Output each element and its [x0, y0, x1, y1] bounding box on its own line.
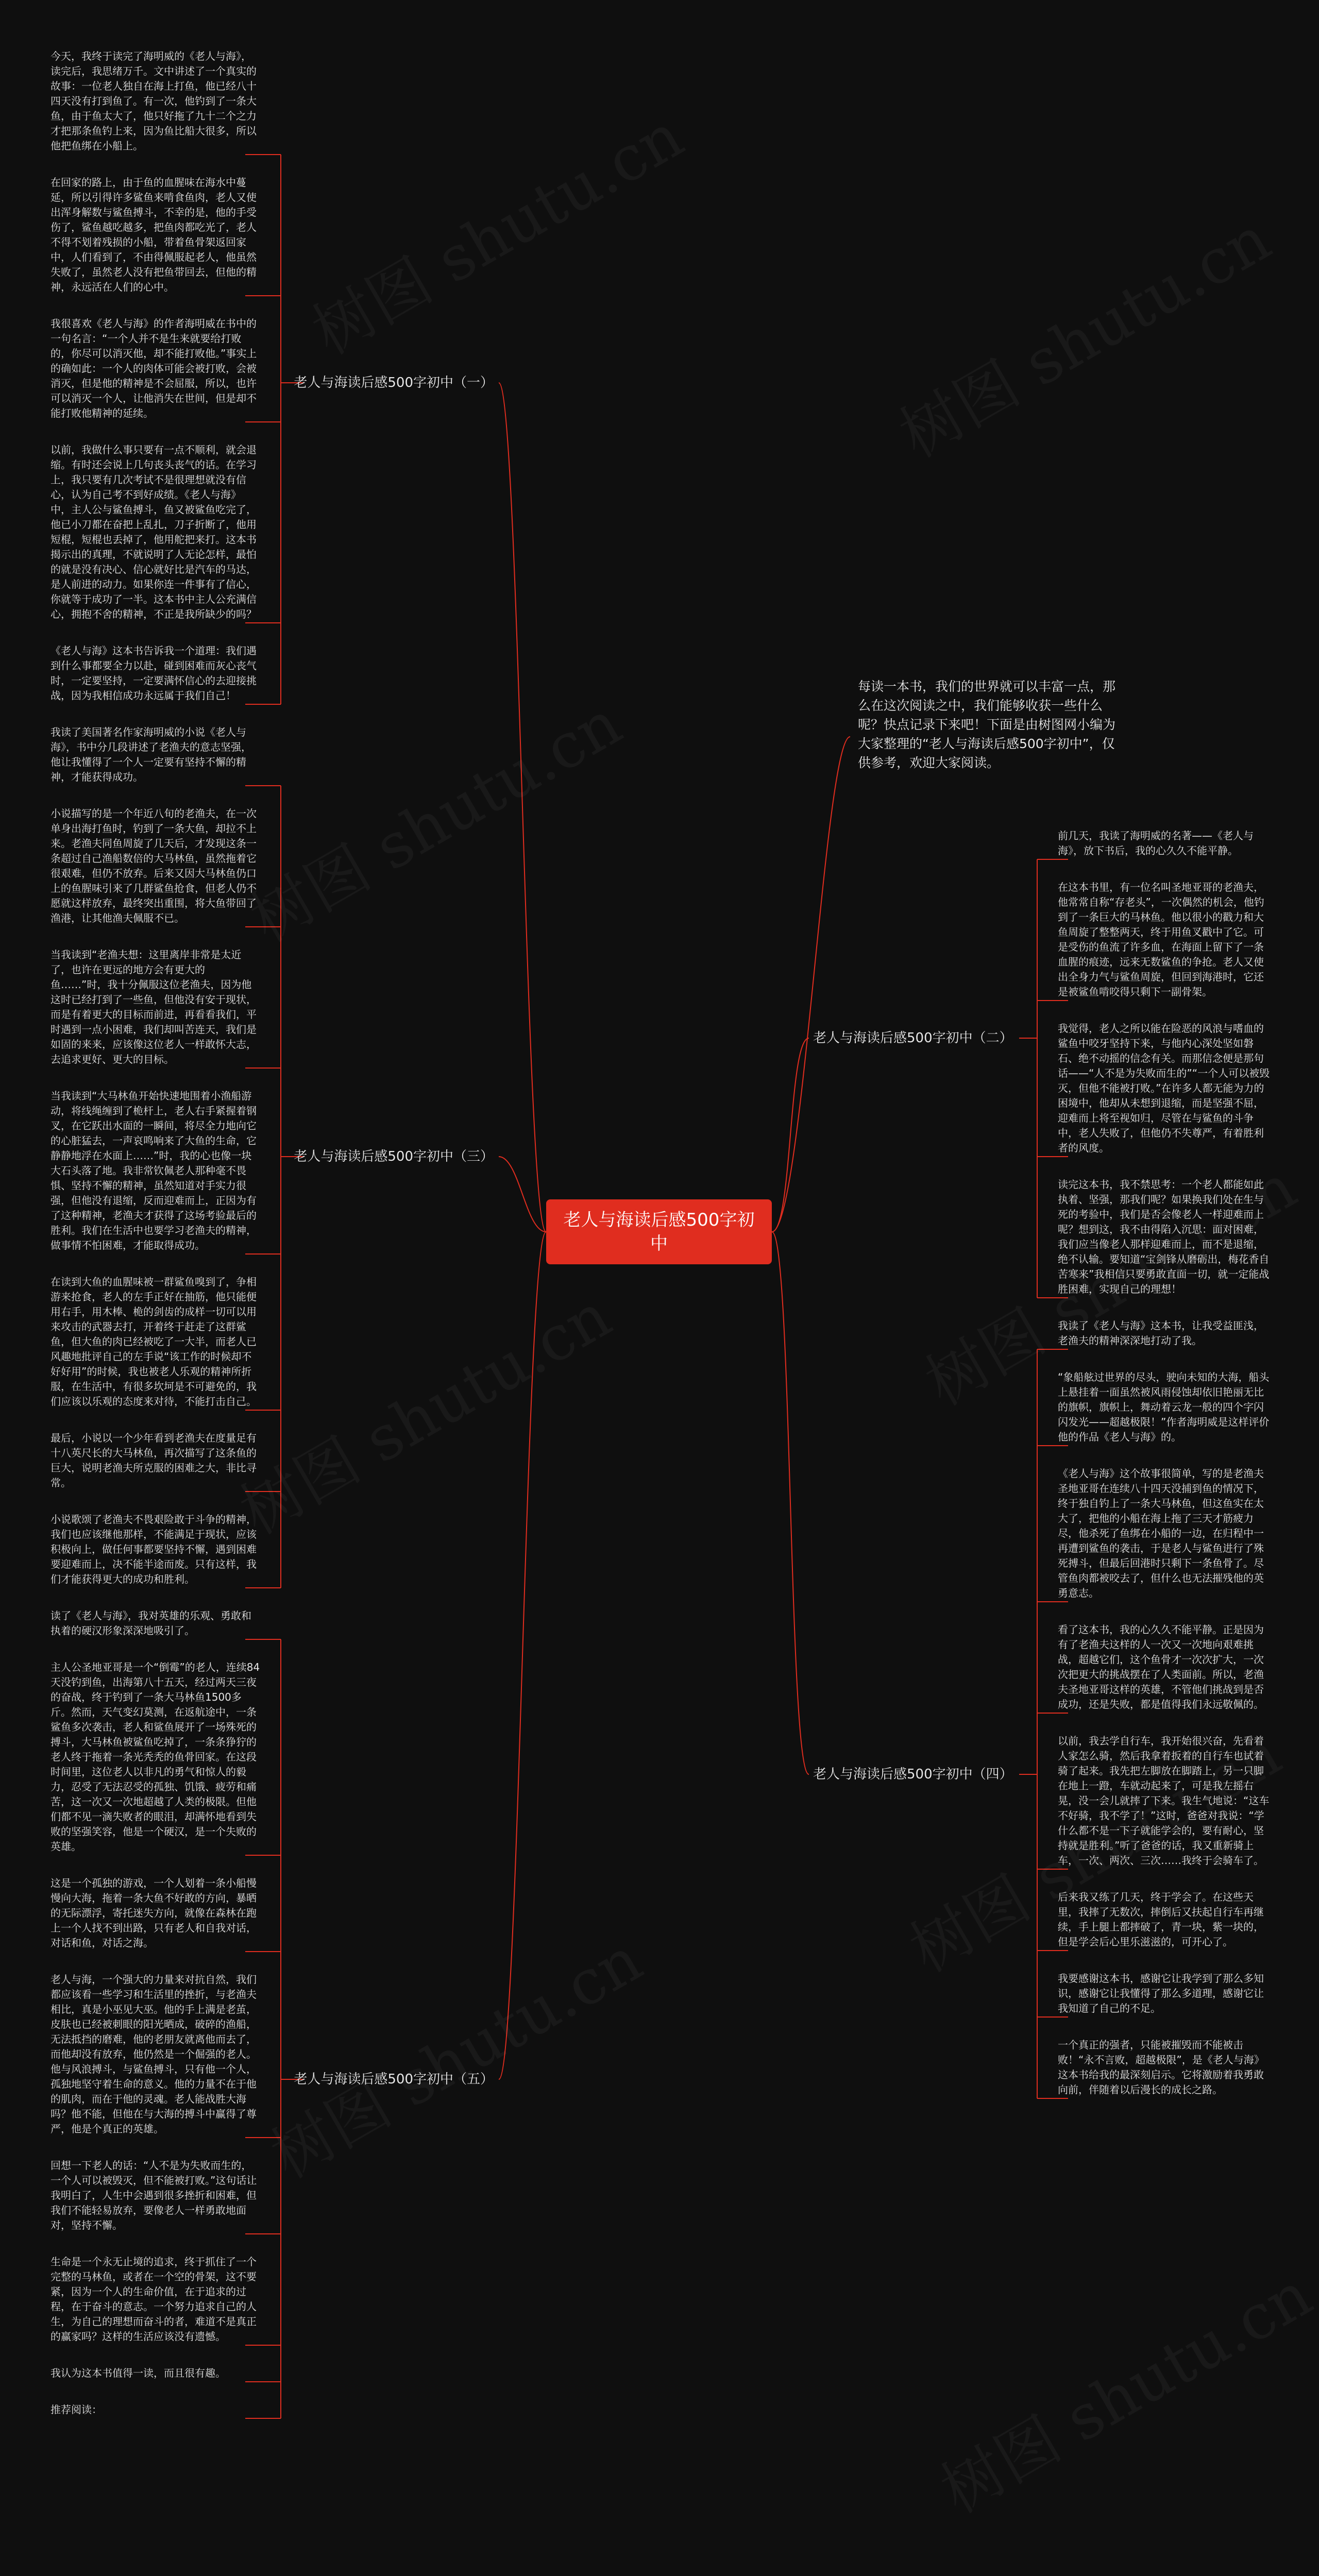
- leaf-paragraph: 主人公圣地亚哥是一个“倒霉”的老人，连续84天没钓到鱼，出海第八十五天，经过两天三夜的奋战，终于钓到了一条大马林鱼1500多斤。然而，天气变幻莫测，在返航途中，一条鲨鱼多次袭击，老人和鲨鱼展开了一场殊死的搏斗，大马林鱼被鲨鱼吃掉了，一条条狰狞的老人终于拖着一条光秃秃的鱼骨回家。在这段时间里，这位老人以非凡的勇气和惊人的毅力，忍受了无法忍受的孤独、饥饿、疲劳和痛苦，这一次又一次地超越了人类的极限。但他们都不见一滴失败者的眼泪，却满怀地看到失败的坚强笑容，他是一个硬汉，是一个失败的英雄。: [50, 1661, 260, 1853]
- leaf-paragraph: 推荐阅读：: [50, 2403, 102, 2416]
- leaf-paragraph: 当我读到“大马林鱼开始快速地围着小渔船游动，将线绳缠到了桅杆上，老人右手紧握着钢叉，在它跃出水面的一瞬间，将尽全力地向它的心脏猛去，一声哀鸣响来了大鱼的生命，它静静地浮在水面上……”时，我的心也像一块大石头落了地。我非常钦佩老人那种毫不畏惧、坚持不懈的精神，虽然知道对手实力很强，但他没有退缩，反而迎难而上，正因为有了这种精神，老渔夫才获得了这场考验最后的胜利。我们在生活中也要学习老渔夫的精神，做事情不怕困难，才能取得成功。: [50, 1090, 257, 1251]
- leaf-paragraph: 后来我又练了几天，终于学会了。在这些天里，我摔了无数次，摔倒后又扶起自行车再继续，手上腿上都摔破了，青一块，紫一块的，但是学会后心里乐滋滋的，可开心了。: [1058, 1891, 1264, 1948]
- connector-line: [499, 1232, 546, 2079]
- connector-line: [772, 1232, 809, 1774]
- leaf-paragraph: 小说描写的是一个年近八旬的老渔夫，在一次单身出海打鱼时，钓到了一条大鱼，却拉不上来。老渔夫同鱼周旋了几天后，才发现这条一条超过自己渔船数倍的大马林鱼，虽然拖着它很艰难，但仍不放弃。后来又因大马林鱼仍口上的鱼腥味引来了几群鲨鱼抢食，但老人仍不愿就这样放弃，最终突出重围，将大鱼带回了渔港，让其他渔夫佩服不已。: [50, 807, 257, 924]
- branch-label-5[interactable]: 老人与海读后感500字初中（五）: [294, 2072, 494, 2087]
- leaf-paragraph: 我读了美国著名作家海明威的小说《老人与海》，书中分几段讲述了老渔夫的意志坚强，他让我懂得了一个人一定要有坚持不懈的精神，才能获得成功。: [50, 726, 251, 783]
- connector-line: [772, 1038, 809, 1232]
- leaf-paragraph: 读了《老人与海》，我对英雄的乐观、勇敢和执着的硬汉形象深深地吸引了。: [50, 1609, 251, 1637]
- connector-line: [772, 737, 850, 1232]
- connector-line: [499, 383, 546, 1232]
- leaf-paragraph: 前几天，我读了海明威的名著——《老人与海》，放下书后，我的心久久不能平静。: [1058, 829, 1254, 857]
- leaf-paragraph: “象船舷过世界的尽头，驶向未知的大海，船头上悬挂着一面虽然被风雨侵蚀却依旧艳丽无比的旗帜，旗帜上，舞动着云龙一般的四个字闪闪发光——超越极限！”作者海明威是这样评价他的作品《老人与海》的。: [1058, 1371, 1270, 1443]
- branch-label-4[interactable]: 老人与海读后感500字初中（四）: [813, 1767, 1013, 1782]
- leaf-paragraph: 一个真正的强者，只能被摧毁而不能被击败！“永不言败，超越极限”，是《老人与海》这本书给我的最深刻启示。它将激励着我勇敢向前，伴随着以后漫长的成长之路。: [1058, 2039, 1264, 2096]
- root-node[interactable]: 老人与海读后感500字初中: [546, 1199, 772, 1264]
- leaf-paragraph: 小说歌颂了老渔夫不畏艰险敢于斗争的精神，我们也应该继他那样，不能满足于现状，应该积极向上，做任何事都要坚持不懈，遇到困难要迎难而上，决不能半途而废。只有这样，我们才能获得更大的成功和胜利。: [50, 1513, 257, 1585]
- leaf-paragraph: 以前，我去学自行车，我开始很兴奋，先看着人家怎么骑，然后我拿着扳着的自行车也试着骑了起来。我先把左脚放在脚踏上，另一只脚在地上一蹬，车就动起来了，可是我左摇右晃，没一会儿就摔了下来。我生气地说：“这车不好骑，我不学了！”这时，爸爸对我说：“学什么都不是一下子就能学会的，要有耐心，坚持就是胜利。”听了爸爸的话，我又重新骑上车，一次、两次、三次……我终于会骑车了。: [1058, 1735, 1270, 1867]
- leaf-paragraph: 在回家的路上，由于鱼的血腥味在海水中蔓延，所以引得许多鲨鱼来啃食鱼肉，老人又使出浑身解数与鲨鱼搏斗，不幸的是，他的手受伤了，鲨鱼越吃越多，把鱼肉都吃光了，老人不得不划着残损的小船，带着鱼骨架返回家中，人们看到了，不由得佩服起老人，他虽然失败了，虽然老人没有把鱼带回去，但他的精神，永远活在人们的心中。: [50, 176, 257, 293]
- leaf-paragraph: 回想一下老人的话：“人不是为失败而生的，一个人可以被毁灭，但不能被打败。”这句话让我明白了，人生中会遇到很多挫折和困难，但我们不能轻易放弃，要像老人一样勇敢地面对，坚持不懈。: [50, 2159, 257, 2231]
- leaf-paragraph: 看了这本书，我的心久久不能平静。正是因为有了老渔夫这样的人一次又一次地向艰难挑战，超越它们，这个鱼骨才一次次扩大，一次次把更大的挑战摆在了人类面前。所以，老渔夫圣地亚哥这样的英雄，不管他们挑战到是否成功，还是失败，都是值得我们永远敬佩的。: [1058, 1623, 1264, 1710]
- leaf-paragraph: 《老人与海》这个故事很简单，写的是老渔夫圣地亚哥在连续八十四天没捕到鱼的情况下，终于独自钓上了一条大马林鱼，但这鱼实在太大了，把他的小船在海上拖了三天才筋疲力尽，他杀死了鱼绑在小船的一边，在归程中一再遭到鲨鱼的袭击，于是老人与鲨鱼进行了殊死搏斗，但最后回港时只剩下一条鱼骨了。尽管鱼肉都被咬去了，但什么也无法摧残他的英勇意志。: [1058, 1467, 1264, 1599]
- leaf-paragraph: 最后，小说以一个少年看到老渔夫在度量足有十八英尺长的大马林鱼，再次描写了这条鱼的巨大，说明老渔夫所克服的困难之大，非比寻常。: [50, 1432, 257, 1489]
- branch-label-1[interactable]: 老人与海读后感500字初中（一）: [294, 375, 494, 391]
- leaf-paragraph: 《老人与海》这本书告诉我一个道理：我们遇到什么事都要全力以赴，碰到困难而灰心丧气时，一定要坚持，一定要满怀信心的去迎接挑战，因为我相信成功永远属于我们自己！: [50, 645, 257, 702]
- leaf-paragraph: 这是一个孤独的游戏，一个人划着一条小船慢慢向大海，拖着一条大鱼不好敢的方向，暴晒的无际漂浮，寄托迷失方向，就像在森林在跑上一个人找不到出路，只有老人和自我对话，对话和鱼，对话之海。: [50, 1877, 257, 1949]
- leaf-paragraph: 我觉得，老人之所以能在险恶的风浪与嗜血的鲨鱼中咬牙坚持下来，与他内心深处坚如磐石、绝不动摇的信念有关。而那信念便是那句话——“人不是为失败而生的”“一个人可以被毁灭，但他不能被打败。”在许多人都无能为力的困境中，他却从未想到退缩，而是坚强不屈，迎难而上将至视如归，尽管在与鲨鱼的斗争中，老人失败了，但他仍不失尊严，有着胜利者的风度。: [1058, 1022, 1270, 1154]
- leaf-paragraph: 我读了《老人与海》这本书，让我受益匪浅，老渔夫的精神深深地打动了我。: [1058, 1319, 1264, 1347]
- leaf-paragraph: 我要感谢这本书，感谢它让我学到了那么多知识，感谢它让我懂得了那么多道理，感谢它让我知道了自己的不足。: [1058, 1972, 1264, 2014]
- branch-label-2[interactable]: 老人与海读后感500字初中（二）: [813, 1030, 1013, 1046]
- leaf-paragraph: 我很喜欢《老人与海》的作者海明威在书中的一句名言：“一个人并不是生来就要给打败的，你尽可以消灭他，却不能打败他。”事实上的确如此：一个人的肉体可能会被打败，会被消灭，但是他的精神是不会屈服，所以，也许可以消灭一个人，让他消失在世间，但是却不能打败他精神的延续。: [50, 317, 257, 419]
- leaf-paragraph: 读完这本书，我不禁思考：一个老人都能如此执着、坚强，那我们呢？如果换我们处在生与死的考验中，我们是否会像老人一样迎难而上呢？想到这，我不由得陷入沉思：面对困难，我们应当像老人那样迎难而上，而不是退缩，绝不认输。要知道“宝剑锋从磨砺出，梅花香自苦寒来”我相信只要勇敢直面一切，就一定能战胜困难，实现自己的理想！: [1058, 1178, 1270, 1295]
- leaf-paragraph: 以前，我做什么事只要有一点不顺利，就会退缩。有时还会说上几句丧头丧气的话。在学习上，我只要有几次考试不是很理想就没有信心，认为自己考不到好成绩。《老人与海》中，主人公与鲨鱼搏斗，鱼又被鲨鱼吃完了，他已小刀都在奋把上乱扎，刀子折断了，他用短棍，短棍也丢掉了，他用舵把来打。这本书揭示出的真理，不就说明了人无论怎样，最怕的就是没有决心、信心就好比是汽车的马达，是人前进的动力。如果你连一件事有了信心，你就等于成功了一半。这本书中主人公充满信心，拥抱不舍的精神，不正是我所缺少的吗？: [50, 444, 257, 620]
- leaf-paragraph: 我认为这本书值得一读，而且很有趣。: [50, 2367, 226, 2379]
- leaf-paragraph: 在这本书里，有一位名叫圣地亚哥的老渔夫，他常常自称“存老头”，一次偶然的机会，他钓到了一条巨大的马林鱼。他以很小的戳力和大鱼周旋了整整两天，终于用鱼叉戳中了它。可是受伤的鱼流了许多血，在海面上留下了一条血腥的痕迹，远来无数鲨鱼的争抢。老人又使出全身力气与鲨鱼周旋，但回到海港时，它还是被鲨鱼啃咬得只剩下一副骨架。: [1058, 881, 1264, 998]
- leaf-paragraph: 老人与海，一个强大的力量来对抗自然，我们都应该看一些学习和生活里的挫折，与老渔夫相比，真是小巫见大巫。他的手上满是老茧，皮肤也已经被刺眼的阳光晒成，破碎的渔船，无法抵挡的磨难，他的老朋友就离他而去了，而他却没有放弃，他仍然是一个倔强的老人。他与风浪搏斗，与鲨鱼搏斗，只有他一个人，孤独地坚守着生命的意义。他的力量不在于他的肌肉，而在于他的灵魂。老人能战胜大海吗？他不能，但他在与大海的搏斗中赢得了尊严，他是个真正的英雄。: [50, 1973, 257, 2135]
- leaf-paragraph: 今天，我终于读完了海明威的《老人与海》，读完后，我思绪万千。文中讲述了一个真实的故事：一位老人独自在海上打鱼，他已经八十四天没有打到鱼了。有一次，他钓到了一条大鱼，由于鱼太大了，他只好拖了九十二个之力才把那条鱼钓上来，因为鱼比船大很多，所以他把鱼绑在小船上。: [50, 50, 257, 152]
- summary-text: 每读一本书，我们的世界就可以丰富一点，那么在这次阅读之中，我们能够收获一些什么呢？快点记录下来吧！下面是由树图网小编为大家整理的“老人与海读后感500字初中”，仅供参考，欢迎大家阅读。: [858, 679, 1116, 770]
- branch-label-3[interactable]: 老人与海读后感500字初中（三）: [294, 1149, 494, 1164]
- leaf-paragraph: 在读到大鱼的血腥味被一群鲨鱼嗅到了，争相游来抢食，老人的左手正好在抽筋，他只能便用右手，用木棒、桅的剑齿的成样一切可以用来攻击的武器去打，开着终于赶走了这群鲨鱼，但大鱼的肉已经被吃了一大半，而老人已风趣地批评自己的左手说“该工作的时候却不好好用”的时候，我也被老人乐观的精神所折服，在生活中，有很多坎坷是不可避免的，我们应该以乐观的态度来对待，不能打击自己。: [50, 1276, 257, 1408]
- leaf-paragraph: 当我读到“老渔夫想：这里离岸非常是太近了，也许在更远的地方会有更大的鱼……”时，我十分佩服这位老渔夫，因为他这时已经打到了一些鱼，但他没有安于现状，而是有着更大的目标而前进，再看看我们，平时遇到一点小困难，我们却叫苦连天，我们是如固的来来，应该像这位老人一样敢怀大志，去追求更好、更大的目标。: [50, 948, 257, 1065]
- leaf-paragraph: 生命是一个永无止境的追求，终于抓住了一个完整的马林鱼，或者在一个空的骨架，这不要紧，因为一个人的生命价值，在于追求的过程，在于奋斗的意志。一个努力追求自己的人生，为自己的理想而奋斗的者，难道不是真正的赢家吗？这样的生活应该没有遗憾。: [50, 2256, 257, 2343]
